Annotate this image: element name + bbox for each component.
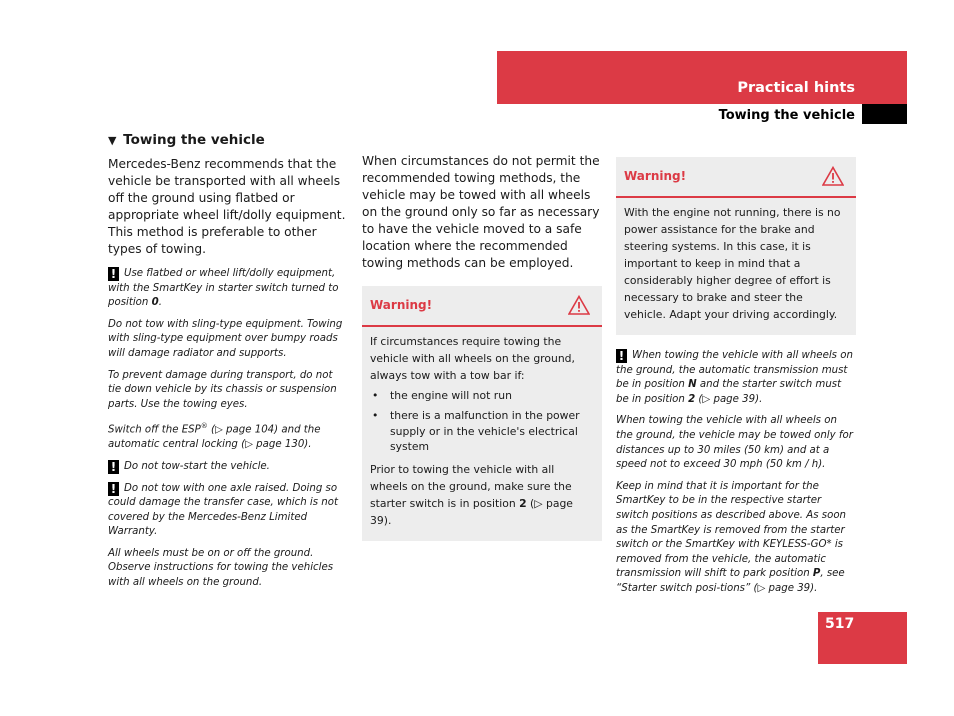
list-item: • the engine will not run — [370, 388, 594, 404]
note-flatbed: ! Use flatbed or wheel lift/dolly equipment, with the SmartKey in starter switch turned to position 0. — [108, 267, 339, 309]
starter-switch-text: Prior to towing the vehicle with all wheels on the ground, make sure the starter switch is in position 2 (▷ page 39). — [370, 463, 573, 528]
exclamation-icon: ! — [108, 267, 119, 281]
note-tow-start: ! Do not tow-start the vehicle. — [108, 460, 348, 475]
triangle-down-icon: ▼ — [108, 134, 117, 147]
page-number-tab — [818, 612, 907, 664]
warning-label: Warning! — [370, 298, 433, 312]
note-tie-down: To prevent damage during transport, do not tie down vehicle by its chassis or suspension parts. Use the towing eyes. — [108, 369, 337, 410]
page-number: 517 — [825, 616, 855, 632]
warning-label: Warning! — [624, 169, 687, 183]
header-tab-marker — [862, 104, 907, 124]
note-esp: Switch off the ESP® (▷ page 104) and the automatic central locking (▷ page 130). — [108, 422, 321, 451]
note-axle: ! Do not tow with one axle raised. Doing so could damage the transfer case, which is not covered by the Mercedes-Benz Limited Warranty. — [108, 481, 338, 538]
towing-heading: ▼ Towing the vehicle — [108, 132, 265, 148]
note-smartkey: Keep in mind that it is important for the SmartKey to be in the respective starter switch positions as described above. As soon as the SmartKey is removed from the starter switch or the SmartKey with KEYLESS-GO* is removed from the vehicle, the automatic transmission will shift to park position P, see “Starter switch posi-tions” (▷ page 39). — [616, 480, 847, 594]
circumstances-paragraph: When circumstances do not permit the recommended towing methods, the vehicle may be towed with all wheels on the ground only so far as necessary to have the vehicle moved to a safe location where the recommended towing methods can be employed. — [362, 154, 600, 270]
condition-list — [370, 388, 594, 455]
note-distance: When towing the vehicle with all wheels on the ground, the vehicle may be towed only for distances up to 30 miles (50 km) and at a speed not to exceed 30 mph (50 km / h). — [616, 415, 853, 471]
exclamation-icon: ! — [108, 482, 119, 496]
note-transmission: ! When towing the vehicle with all wheels on the ground, the automatic transmission must be in position N and the starter switch must be in position 2 (▷ page 39). — [616, 349, 853, 405]
column-2 — [362, 132, 602, 549]
intro-paragraph: Mercedes-Benz recommends that the vehicle be transported with all wheels off the ground using flatbed or appropriate wheel lift/dolly equipment. This method is preferable to other types of towing. — [108, 157, 346, 256]
column-3 — [616, 132, 856, 604]
exclamation-icon: ! — [108, 460, 119, 474]
list-item: • there is a malfunction in the power supply or in the vehicle's electrical system — [370, 408, 594, 455]
warning-text: If circumstances require towing the vehicle with all wheels on the ground, always tow with a tow bar if: — [370, 335, 575, 382]
warning-text: With the engine not running, there is no power assistance for the brake and steering systems. In this case, it is important to keep in mind that a considerably higher degree of effort is necessary to brake and steer the vehicle. Adapt your driving accordingly. — [624, 206, 841, 321]
note-sling: Do not tow with sling-type equipment. Towing with sling-type equipment over bumpy roads will damage radiator and supports. — [108, 318, 343, 359]
subsection-title: Towing the vehicle — [718, 108, 855, 123]
note-all-wheels: All wheels must be on or off the ground. Observe instructions for towing the vehicles with all wheels on the ground. — [108, 547, 334, 589]
warning-triangle-icon — [822, 166, 844, 186]
warning-box-tow-bar — [362, 286, 602, 541]
column-1 — [108, 132, 348, 598]
exclamation-icon: ! — [616, 349, 627, 363]
warning-box-engine — [616, 157, 856, 335]
warning-triangle-icon — [568, 295, 590, 315]
section-title: Practical hints — [737, 80, 855, 96]
header-band — [497, 51, 907, 104]
